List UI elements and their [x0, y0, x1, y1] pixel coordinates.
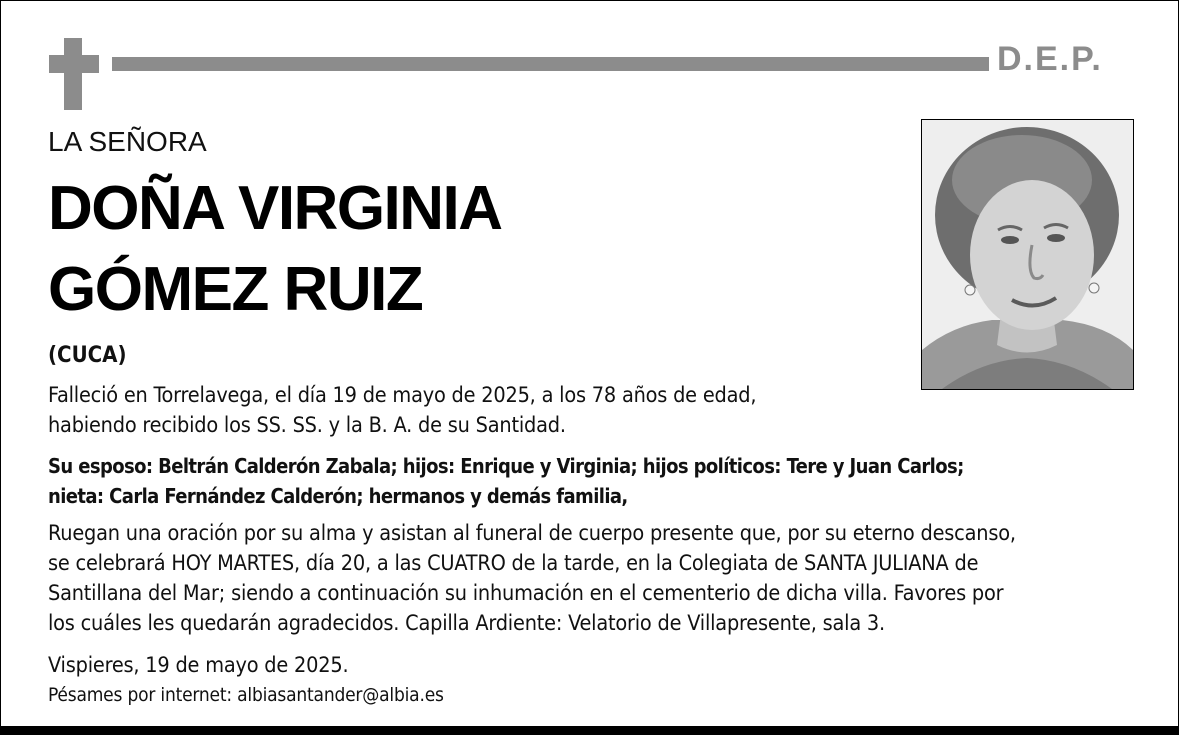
death-notice-line: Falleció en Torrelavega, el día 19 de mayo de 2025, a los 78 años de edad, [48, 383, 757, 408]
place-date: Vispieres, 19 de mayo de 2025. [48, 653, 349, 678]
family-list [48, 451, 964, 511]
cross-icon [64, 38, 82, 110]
deceased-name-line2: GÓMEZ RUIZ [48, 255, 423, 324]
funeral-details [48, 519, 1016, 639]
condolences-email: Pésames por internet: albiasantander@albia.es [48, 684, 444, 706]
dep-label: D.E.P. [997, 40, 1103, 78]
nickname: (CUCA) [48, 343, 127, 368]
family-line: Su esposo: Beltrán Calderón Zabala; hijos: Enrique y Virginia; hijos políticos: Tere y Juan Carlos; [48, 454, 964, 478]
funeral-line: los cuáles les quedarán agradecidos. Capilla Ardiente: Velatorio de Villapresente, sala 3. [48, 611, 885, 636]
header-rule [112, 57, 989, 71]
funeral-line: Ruegan una oración por su alma y asistan al funeral de cuerpo presente que, por su eterno descanso, [48, 521, 1016, 546]
family-line: nieta: Carla Fernández Calderón; hermanos y demás familia, [48, 484, 628, 508]
cross-icon-bar [49, 55, 99, 73]
bottom-rule [1, 726, 1178, 734]
intro-label: LA SEÑORA [48, 126, 207, 157]
funeral-line: se celebrará HOY MARTES, día 20, a las CUATRO de la tarde, en la Colegiata de SANTA JULIANA de [48, 551, 979, 576]
funeral-line: Santillana del Mar; siendo a continuación su inhumación en el cementerio de dicha villa. Favores por [48, 581, 1004, 606]
portrait-photo [921, 119, 1134, 390]
death-notice-line: habiendo recibido los SS. SS. y la B. A. de su Santidad. [48, 413, 566, 438]
portrait-image [922, 120, 1133, 389]
deceased-name-line1: DOÑA VIRGINIA [48, 174, 502, 243]
death-notice [48, 381, 756, 441]
